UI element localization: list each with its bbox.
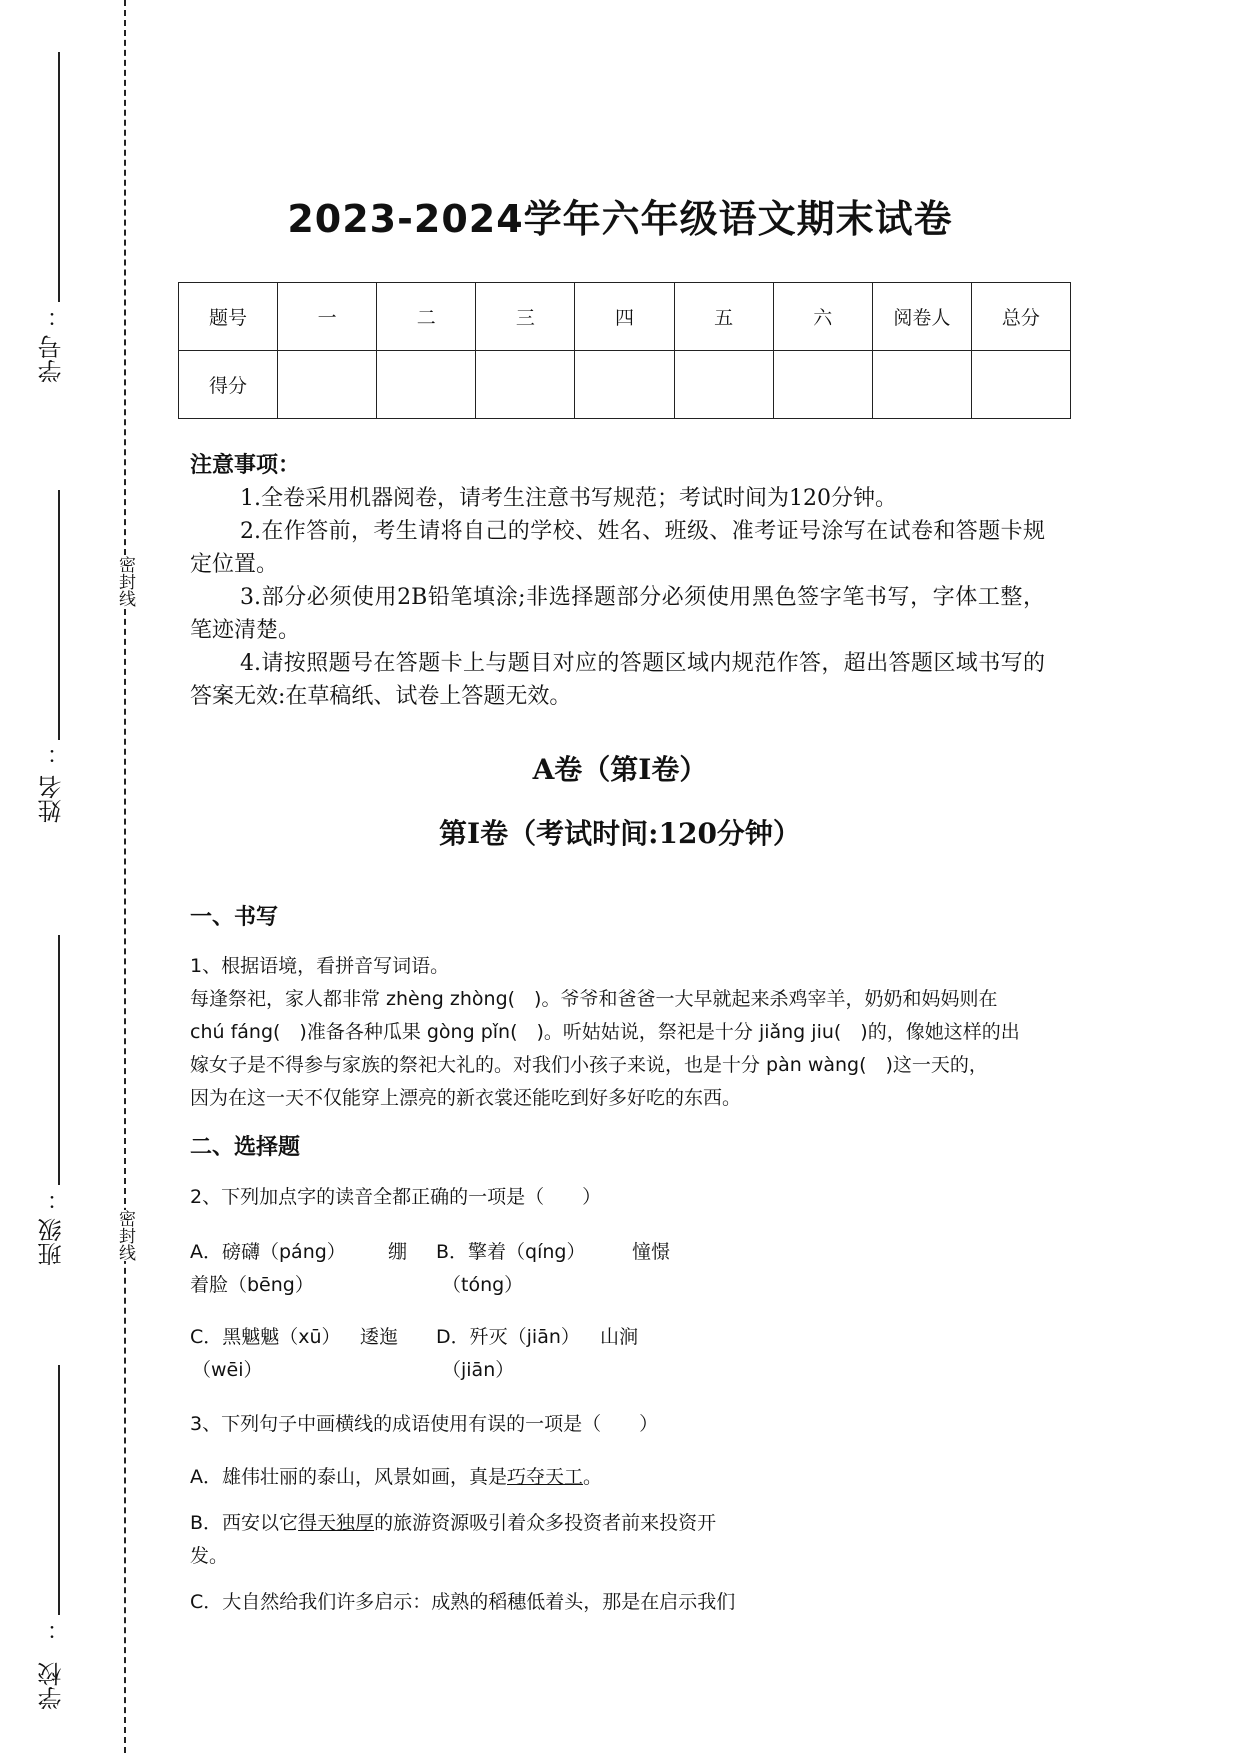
student-id-line xyxy=(58,52,60,302)
name-colon: ： xyxy=(47,742,72,764)
q3-a-pre: A．雄伟壮丽的泰山，风景如画，真是 xyxy=(190,1466,507,1488)
q2-option-d: D．歼灭（jiān） xyxy=(436,1326,580,1348)
school-colon: ： xyxy=(47,1618,72,1640)
q2-option-a-cont: 着脸（bēng） xyxy=(190,1274,314,1296)
score-cell xyxy=(773,351,872,419)
row-label-cell: 得分 xyxy=(179,351,278,419)
exam-notes xyxy=(190,449,1045,713)
q1-text-line: 因为在这一天不仅能穿上漂亮的新衣裳还能吃到好多好吃的东西。 xyxy=(190,1087,742,1109)
q3-prompt: 3、下列句子中画横线的成语使用有误的一项是（ ） xyxy=(190,1413,659,1435)
score-cell xyxy=(278,351,377,419)
q2-option-d-cont: （jiān） xyxy=(442,1359,515,1381)
q2-option-c-cont: （wēi） xyxy=(192,1359,263,1381)
q1-text-line: 每逢祭祀，家人都非常 zhèng zhòng( )。爷爷和爸爸一大早就起来杀鸡宰羊，奶奶和妈妈则在 xyxy=(190,988,998,1010)
header-cell: 二 xyxy=(377,283,476,351)
q1-text-line: chú fáng( )准备各种瓜果 gòng pǐn( )。听姑姑说，祭祀是十分 jiǎng jiu( )的，像她这样的出 xyxy=(190,1021,1020,1043)
score-cell xyxy=(377,351,476,419)
score-cell xyxy=(872,351,971,419)
name-label: 姓名 xyxy=(38,775,66,823)
score-cell xyxy=(575,351,674,419)
header-cell: 三 xyxy=(476,283,575,351)
section1-heading: 一、书写 xyxy=(190,904,279,930)
q3-b-post: 的旅游资源吸引着众多投资者前来投资开 xyxy=(374,1512,717,1534)
q3-option-b xyxy=(190,1508,716,1535)
header-cell: 一 xyxy=(278,283,377,351)
school-line xyxy=(58,1365,60,1615)
q3-b-pre: B．西安以它 xyxy=(190,1512,299,1534)
score-table xyxy=(178,282,1071,419)
q3-a-post: 。 xyxy=(583,1466,603,1488)
score-table-score-row xyxy=(179,351,1071,419)
q1-text-line: 嫁女子是不得参与家族的祭祀大礼的。对我们小孩子来说，也是十分 pàn wàng( )这一天的， xyxy=(190,1054,988,1076)
score-cell xyxy=(476,351,575,419)
q3-a-idiom: 巧夺天工 xyxy=(507,1466,584,1488)
seal-label-top: 密封线 xyxy=(112,556,136,607)
note-item: 2.在作答前，考生请将自己的学校、姓名、班级、准考证号涂写在试卷和答题卡规定位置。 xyxy=(190,519,1045,577)
header-cell: 阅卷人 xyxy=(872,283,971,351)
q2-option-b: B．擎着（qíng） xyxy=(436,1241,586,1263)
section2-heading: 二、选择题 xyxy=(190,1134,301,1160)
class-label: 班级 xyxy=(38,1218,66,1266)
exam-title: 2023-2024学年六年级语文期末试卷 xyxy=(287,197,953,241)
question-1 xyxy=(190,950,1050,1115)
q2-option-c: C．黑魆魆（xū） xyxy=(190,1326,341,1348)
q2-option-d-word: 山涧 xyxy=(600,1326,639,1348)
note-item: 4.请按照题号在答题卡上与题目对应的答题区域内规范作答，超出答题区域书写的答案无效:在草稿纸、试卷上答题无效。 xyxy=(190,651,1045,709)
class-colon: ： xyxy=(47,1188,72,1210)
q3-option-b-cont: 发。 xyxy=(190,1545,229,1567)
score-cell xyxy=(971,351,1070,419)
q2-option-b-word: 憧憬 xyxy=(632,1241,671,1263)
student-id-colon: ： xyxy=(47,305,72,327)
binding-dashed-line xyxy=(124,0,126,1753)
header-cell: 六 xyxy=(773,283,872,351)
q2-prompt: 2、下列加点字的读音全都正确的一项是（ ） xyxy=(190,1186,602,1208)
q3-option-a xyxy=(190,1462,602,1489)
header-cell: 五 xyxy=(674,283,773,351)
q2-option-c-word: 逶迤 xyxy=(360,1326,399,1348)
note-item: 1.全卷采用机器阅卷，请考生注意书写规范；考试时间为120分钟。 xyxy=(240,486,897,511)
notes-heading: 注意事项： xyxy=(190,452,301,478)
q2-option-a-word: 绷 xyxy=(388,1241,408,1263)
q2-option-a: A．磅礴（páng） xyxy=(190,1241,346,1263)
name-line xyxy=(58,490,60,740)
student-id-label: 学号 xyxy=(38,335,66,383)
volume-subtitle: 第I卷（考试时间:120分钟） xyxy=(439,817,801,850)
q3-b-idiom: 得天独厚 xyxy=(298,1512,375,1534)
note-item: 3.部分必须使用2B铅笔填涂;非选择题部分必须使用黑色签字笔书写，字体工整，笔迹清楚。 xyxy=(190,585,1045,643)
score-table-header-row xyxy=(179,283,1071,351)
q3-option-c: C．大自然给我们许多启示：成熟的稻穗低着头，那是在启示我们 xyxy=(190,1591,736,1613)
seal-label-bottom: 密封线 xyxy=(112,1210,136,1261)
score-cell xyxy=(674,351,773,419)
school-label: 学校 xyxy=(38,1662,66,1710)
class-line xyxy=(58,935,60,1185)
q1-prompt: 1、根据语境，看拼音写词语。 xyxy=(190,955,450,977)
header-cell: 题号 xyxy=(179,283,278,351)
header-cell: 总分 xyxy=(971,283,1070,351)
header-cell: 四 xyxy=(575,283,674,351)
q2-option-b-cont: （tóng） xyxy=(442,1274,524,1296)
volume-title: A卷（第I卷） xyxy=(532,753,708,786)
